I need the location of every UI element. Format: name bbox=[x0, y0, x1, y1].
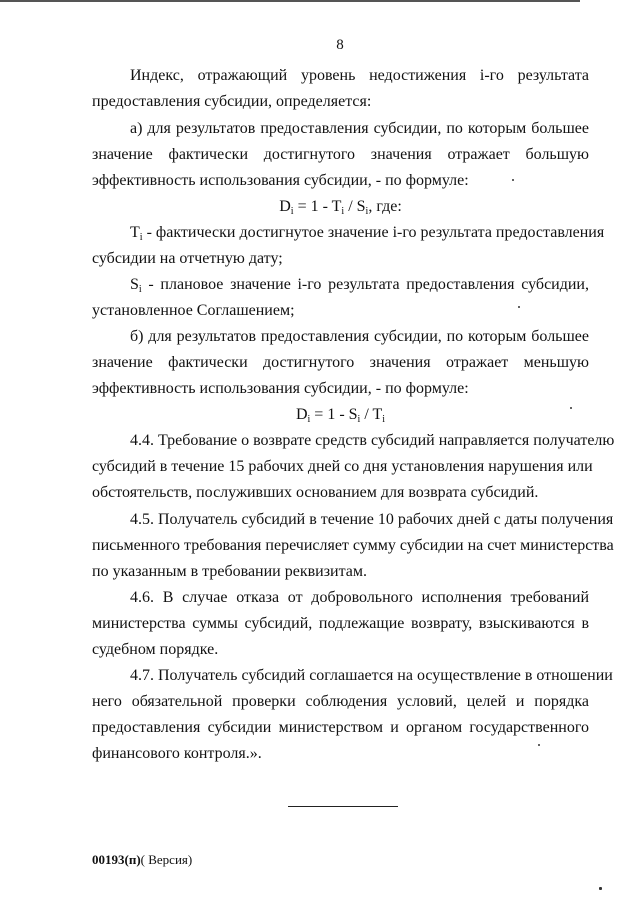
si-definition-line2: установленное Соглашением; bbox=[92, 302, 295, 319]
footer-doc-code bbox=[92, 852, 192, 868]
clause-4-7-line2: него обязательной проверки соблюдения условий, целей и порядка bbox=[92, 693, 589, 710]
scan-speck bbox=[518, 306, 520, 308]
clause-4-5-line2: письменного требования перечисляет сумму субсидии на счет министерства bbox=[92, 537, 614, 554]
clause-4-6-line2: министерства суммы субсидий, подлежащие возврату, взыскиваются в bbox=[92, 615, 589, 632]
clause-4-7-line3: предоставления субсидии министерством и органом государственного bbox=[92, 719, 589, 736]
scan-speck bbox=[512, 179, 514, 181]
paragraph-index-line2: предоставления субсидии, определяется: bbox=[92, 93, 372, 110]
clause-4-5-line3: по указанным в требовании реквизитам. bbox=[92, 563, 368, 580]
clause-4-7-line1: 4.7. Получатель субсидий соглашается на осуществление в отношении bbox=[130, 667, 613, 684]
clause-4-4-line1: 4.4. Требование о возврате средств субсидий направляется получателю bbox=[130, 432, 615, 449]
paragraph-b-line1: б) для результатов предоставления субсидии, по которым большее bbox=[130, 328, 589, 345]
paragraph-index-line1: Индекс, отражающий уровень недостижения i-го результата bbox=[130, 67, 589, 84]
scan-speck bbox=[538, 744, 540, 746]
scan-speck bbox=[599, 887, 602, 890]
scan-speck bbox=[570, 407, 572, 409]
ti-definition-line1: $T_i$ - фактически достигнутое значение i-го результата предоставления bbox=[130, 224, 605, 243]
paragraph-b-line2: значение фактически достигнутого значения отражает меньшую bbox=[92, 354, 589, 371]
footer-version: ( Версия) bbox=[140, 852, 193, 867]
clause-4-6-line3: судебном порядке. bbox=[92, 641, 219, 658]
formula-2: $D_i = 1 - S_i / T_i$ bbox=[295, 406, 386, 425]
paragraph-a-line1: а) для результатов предоставления субсидии, по которым большее bbox=[130, 120, 589, 137]
ti-definition-line2: субсидии на отчетную дату; bbox=[92, 250, 283, 267]
page-number: 8 bbox=[336, 37, 344, 53]
paragraph-a-line3: эффективность использования субсидии, - по формуле: bbox=[92, 172, 469, 189]
clause-4-4-line3: обстоятельств, послуживших основанием для возврата субсидий. bbox=[92, 484, 539, 501]
clause-4-4-line2: субсидий в течение 15 рабочих дней со дня установления нарушения или bbox=[92, 458, 593, 475]
clause-4-6-line1: 4.6. В случае отказа от добровольного исполнения требований bbox=[130, 589, 589, 606]
clause-4-5-line1: 4.5. Получатель субсидий в течение 10 рабочих дней с даты получения bbox=[130, 511, 614, 528]
paragraph-a-line2: значение фактически достигнутого значения отражает большую bbox=[92, 146, 589, 163]
separator-rule bbox=[288, 806, 398, 807]
clause-4-7-line4: финансового контроля.». bbox=[92, 745, 262, 762]
top-border-line bbox=[0, 0, 580, 2]
formula-1: $D_i = 1 - T_i / S_i$, где: bbox=[279, 198, 402, 217]
paragraph-b-line3: эффективность использования субсидии, - по формуле: bbox=[92, 380, 469, 397]
si-definition-line1: $S_i$ - плановое значение i-го результата предоставления субсидии, bbox=[130, 276, 589, 295]
footer-code: 00193(п) bbox=[92, 852, 141, 867]
